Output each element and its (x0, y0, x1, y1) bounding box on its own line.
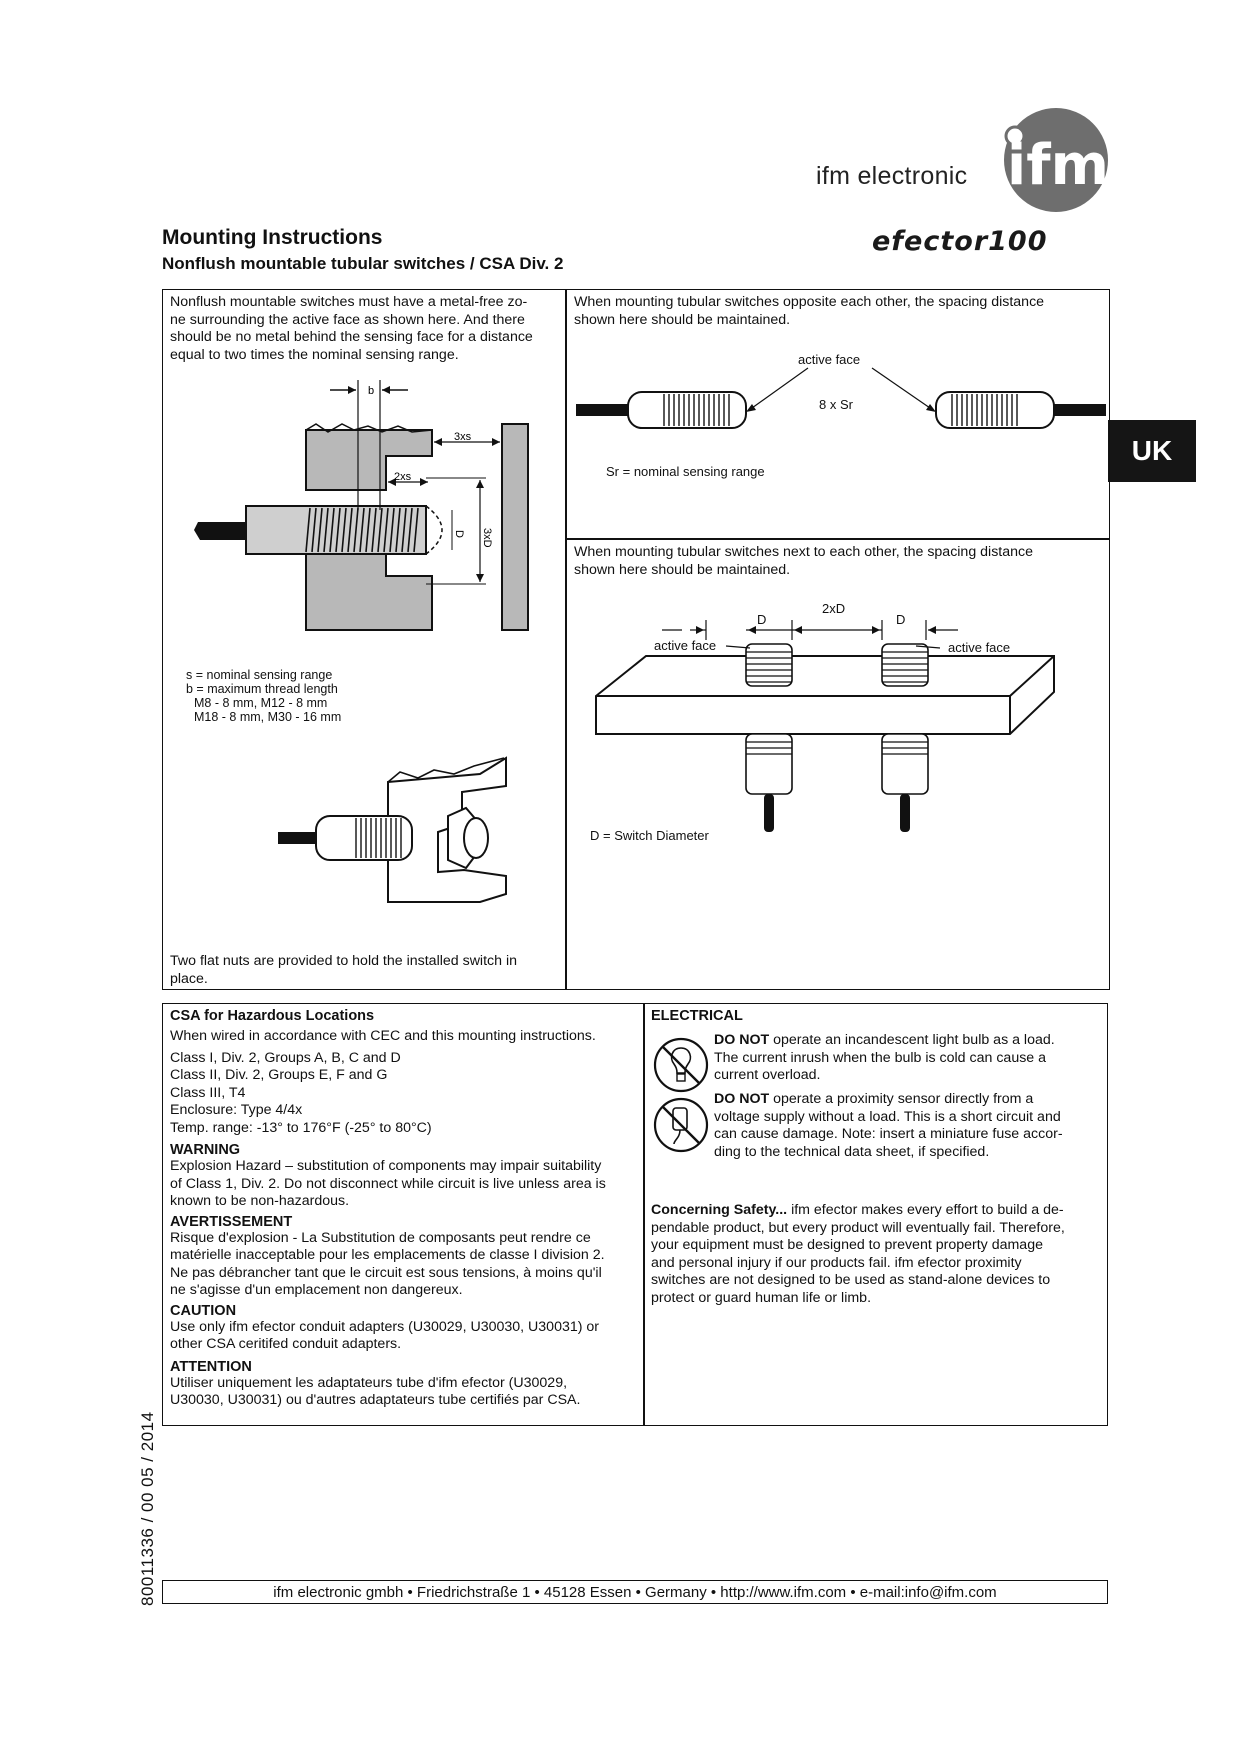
language-tab-uk (1108, 420, 1196, 482)
opposite-mounting-text: When mounting tubular switches opposite each other, the spacing distance shown here should be maintained. (574, 294, 1045, 328)
nonflush-mounting-diagram (190, 380, 540, 640)
electrical-item-bulb: DO NOT operate an incandescent light bulb as a load. The current inrush when the bulb is cold can cause a current overload. (714, 1032, 1055, 1083)
csa-intro: When wired in accordance with CEC and this mounting instructions. (170, 1028, 596, 1044)
sensing-range-note: Sr = nominal sensing range (606, 464, 765, 479)
active-face-left-label: active face (654, 638, 717, 653)
adjacent-mounting-text: When mounting tubular switches next to each other, the spacing distance shown here should be maintained. (574, 544, 1034, 578)
footer-address (162, 1580, 1108, 1604)
csa-title: CSA for Hazardous Locations (170, 1008, 375, 1024)
active-face-label: active face (798, 352, 861, 367)
product-line-logo: efector100 (872, 226, 1048, 257)
language-tab-label: UK (1131, 435, 1173, 466)
panel-divider-vertical (565, 289, 567, 990)
caution-title: CAUTION (170, 1302, 237, 1319)
flat-nuts-note: Two flat nuts are provided to hold the installed switch in place. (170, 953, 517, 987)
document-code: 80011336 / 00 05 / 2014 (138, 1411, 157, 1606)
page-title: Mounting Instructions (162, 226, 383, 249)
nonflush-legend: s = nominal sensing range b = maximum thread length M8 - 8 mm, M12 - 8 mm M18 - 8 mm, M30 - 16 mm (186, 668, 342, 724)
csa-section (170, 1008, 640, 1410)
avertissement-text: Risque d'explosion - La Substitution de composants peut rendre ce matérielle inacceptable pour les emplacements de classe I division 2. Ne pas débrancher tant que le circuit est sous tensions, à moins qu'il ne s'agisse d'un emplacement non dangereux. (170, 1229, 605, 1298)
adjacent-mounting-diagram (590, 604, 1060, 836)
electrical-item-supply: DO NOT operate a proximity sensor directly from a voltage supply without a load. This is a short circuit and can cause damage. Note: insert a miniature fuse accor- ding to the technical data sheet, if specified. (714, 1091, 1063, 1160)
opposite-spacing-label: 8 x Sr (819, 397, 853, 412)
dim-3xd-label: 3xD (481, 528, 493, 548)
attention-text: Utiliser uniquement les adaptateurs tube d'ifm efector (U30029, U30030, U30031) ou d'autres adaptateurs tube certifiés par CSA. (170, 1374, 581, 1408)
logo-text: ifm (1007, 133, 1109, 198)
electrical-title: ELECTRICAL (651, 1008, 743, 1024)
ifm-logo (1000, 104, 1114, 214)
safety-statement: Concerning Safety... ifm efector makes every effort to build a de- pendable product, but every product will eventually fail. Therefore, your equipment must be designed to prevent property damage and personal injury if our products fail. ifm efector proximity switches are not designed to be used as stand-alone devices to protect or guard human life or limb. (651, 1202, 1065, 1306)
caution-text: Use only ifm efector conduit adapters (U30029, U30030, U30031) or other CSA ceritifed conduit adapters. (170, 1318, 600, 1352)
dim-b-label: b (368, 385, 375, 397)
attention-title: ATTENTION (170, 1358, 252, 1375)
page-subtitle: Nonflush mountable tubular switches / CSA Div. 2 (162, 254, 564, 273)
diameter-right-label: D (896, 612, 906, 627)
adjacent-spacing-label: 2xD (822, 601, 846, 616)
safety-panel-divider (643, 1003, 645, 1426)
brand-name: ifm electronic (816, 162, 968, 190)
dim-3xs-label: 3xs (454, 431, 472, 443)
warning-title: WARNING (170, 1142, 241, 1158)
panel-divider-horizontal (565, 538, 1110, 540)
warning-text: Explosion Hazard – substitution of components may impair suitability of Class 1, Div. 2. Do not disconnect while circuit is live unless area is known to be non-hazardous. (170, 1158, 606, 1209)
flat-nut-installation-diagram (270, 752, 530, 912)
nonflush-intro: Nonflush mountable switches must have a metal-free zo- ne surrounding the active face as shown here. And there should be no metal behind the sensing face for a distance equal to two times the nominal sensing range. (170, 294, 533, 363)
dim-2xs-label: 2xs (394, 471, 412, 483)
no-direct-supply-icon (652, 1096, 710, 1154)
diameter-left-label: D (757, 612, 767, 627)
opposite-mounting-diagram (576, 360, 1106, 440)
csa-ratings: Class I, Div. 2, Groups A, B, C and D Class II, Div. 2, Groups E, F and G Class III, T4 Enclosure: Type 4/4x Temp. range: -13° to 176°F (-25° to 80°C) (170, 1049, 432, 1136)
avertissement-title: AVERTISSEMENT (170, 1213, 293, 1230)
footer-text: ifm electronic gmbh • Friedrichstraße 1 • 45128 Essen • Germany • http://www.ifm.com • e-mail:info@ifm.com (273, 1583, 997, 1601)
no-bulb-icon (652, 1036, 710, 1094)
dim-d-label: D (453, 530, 465, 538)
active-face-right-label: active face (948, 640, 1011, 655)
diameter-note: D = Switch Diameter (590, 828, 709, 843)
